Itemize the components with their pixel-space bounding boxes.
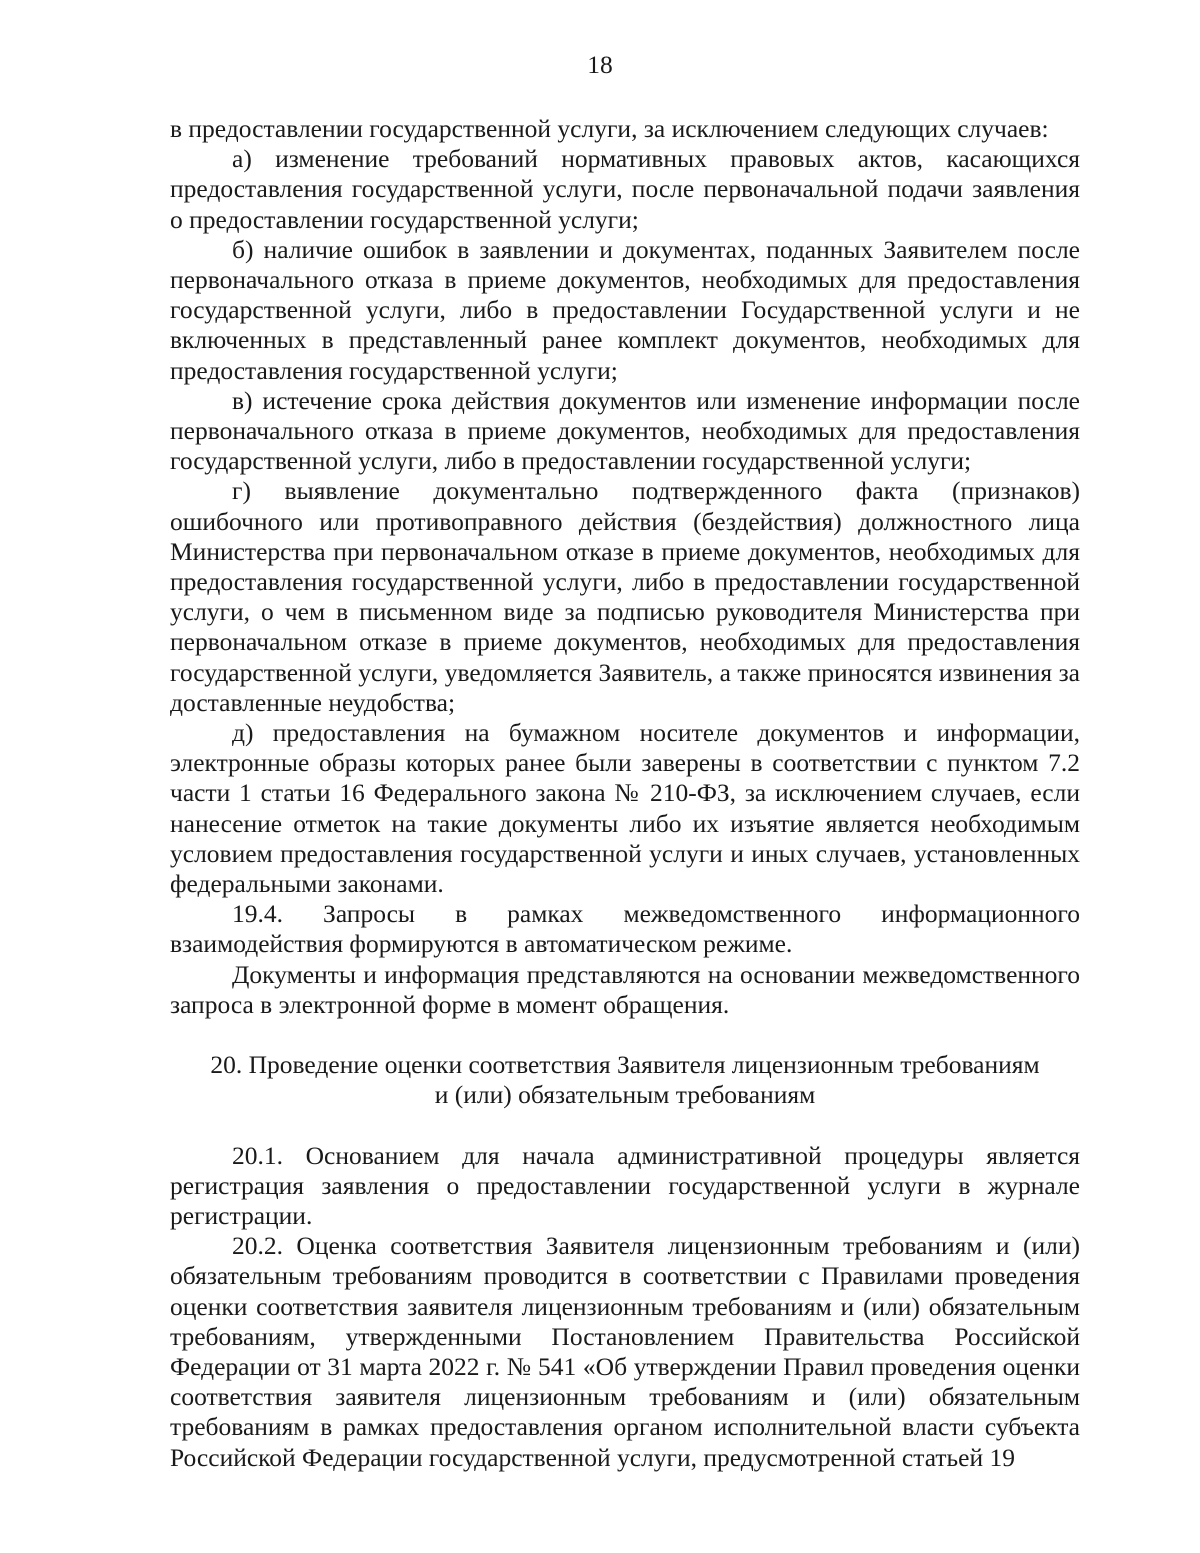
- paragraph-p-a: а) изменение требований нормативных правовых актов, касающихся предоставления государственной услуги, после первоначальной подачи заявления о предоставлении государственной услуги;: [170, 144, 1080, 234]
- section-heading-line-1: 20. Проведение оценки соответствия Заявителя лицензионным требованиям: [210, 1050, 1040, 1080]
- paragraph-p-continuation: в предоставлении государственной услуги, за исключением следующих случаев:: [170, 114, 1049, 143]
- document-body: [170, 114, 1080, 1473]
- paragraph-p-docs-info: Документы и информация представляются на основании межведомственного запроса в электронной форме в момент обращения.: [170, 959, 1080, 1019]
- paragraph-p-20-1: 20.1. Основанием для начала административной процедуры является регистрация заявления о предоставлении государственной услуги в журнале регистрации.: [170, 1140, 1080, 1230]
- paragraph-p-19-4: 19.4. Запросы в рамках межведомственного информационного взаимодействия формируются в автоматическом режиме.: [170, 899, 1080, 959]
- paragraphs-before-heading: [170, 114, 1080, 1020]
- paragraph-p-d: д) предоставления на бумажном носителе документов и информации, электронные образы которых ранее были заверены в соответствии с пунктом 7.2 части 1 статьи 16 Федерального закона № 210-ФЗ, за исключением случаев, если нанесение отметок на такие документы либо их изъятие является необходимым условием предоставления государственной услуги и иных случаев, установленных федеральными законами.: [170, 718, 1080, 899]
- section-heading-20: [170, 1050, 1080, 1110]
- paragraphs-after-heading: [170, 1141, 1080, 1473]
- section-heading-line-2: и (или) обязательным требованиям: [434, 1080, 816, 1110]
- paragraph-p-v: в) истечение срока действия документов или изменение информации после первоначального отказа в приеме документов, необходимых для предоставления государственной услуги, либо в предоставлении государственной услуги;: [170, 385, 1080, 476]
- paragraph-p-g: г) выявление документально подтвержденного факта (признаков) ошибочного или противоправного действия (бездействия) должностного лица Министерства при первоначальном отказе в приеме документов, необходимых для предоставления государственной услуги, либо в предоставлении государственной услуги, о чем в письменном виде за подписью руководителя Министерства при первоначальном отказе в приеме документов, необходимых для предоставления государственной услуги, уведомляется Заявитель, а также приносятся извинения за доставленные неудобства;: [170, 476, 1080, 717]
- page-number: 18: [587, 50, 613, 79]
- paragraph-p-20-2: 20.2. Оценка соответствия Заявителя лицензионным требованиям и (или) обязательным требованиям проводится в соответствии с Правилами проведения оценки соответствия заявителя лицензионным требованиям и (или) обязательным требованиям, утвержденными Постановлением Правительства Российской Федерации от 31 марта 2022 г. № 541 «Об утверждении Правил проведения оценки соответствия заявителя лицензионным требованиям и (или) обязательным требованиям в рамках предоставления органом исполнительной власти субъекта Российской Федерации государственной услуги, предусмотренной статьей 19: [170, 1231, 1080, 1472]
- paragraph-p-b: б) наличие ошибок в заявлении и документах, поданных Заявителем после первоначального отказа в приеме документов, необходимых для предоставления государственной услуги, либо в предоставлении Государственной услуги и не включенных в представленный ранее комплект документов, необходимых для предоставления государственной услуги;: [170, 234, 1080, 385]
